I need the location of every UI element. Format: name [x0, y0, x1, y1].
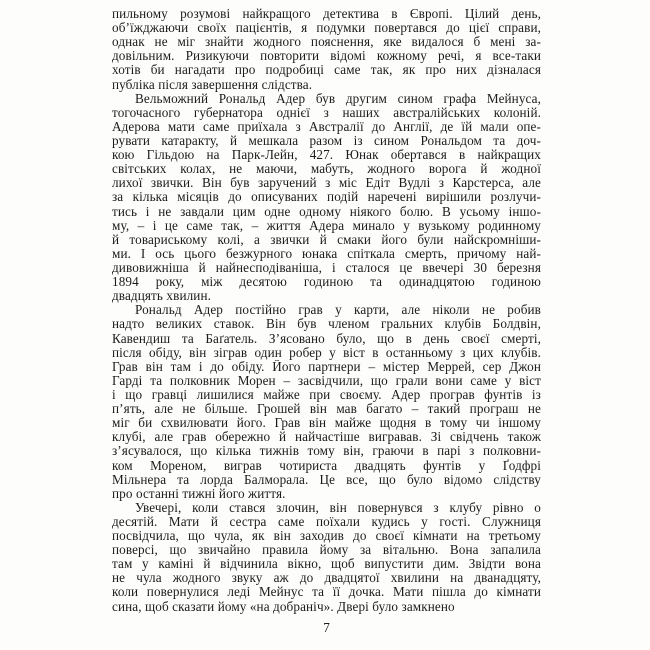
text-line: за кілька місяців до описуваних подій наречені вирішили розлучи- [112, 190, 541, 205]
text-line: ком Мореном, виграв чотириста двадцять фунтів у Ґодфрі [112, 458, 541, 473]
text-line: поверсі, що звичайно правила йому за вітальню. Вона запалила [112, 543, 541, 558]
text-line: ми. І ось цього безжурного юнака спіткала смерть, причому най- [112, 246, 541, 261]
text-line: двадцять хвилин. [112, 289, 211, 304]
text-line: клубі, але грав обережно й найчастіше вигравав. Зі свідчень також [112, 430, 541, 445]
text-line: з’ясувалося, що кілька тижнів тому він, граючи в парі з полковни- [112, 444, 541, 459]
text-line: коли повернулися леді Мейнус та її дочка. Мати пішла до кімнати [112, 585, 541, 600]
text-line: тогочасного губернатора однієї з наших австралійських колоній. [112, 105, 541, 120]
paragraph [112, 501, 541, 614]
text-line: після обіду, він зіграв один робер у віст в останньому з цих клубів. [112, 345, 541, 360]
paragraph [112, 92, 541, 304]
text-line: довільним. Ризикуючи повторити відомі кожному речі, я все-таки [112, 49, 541, 64]
text-line: му, – і це саме так, – життя Адера минало у вузькому родинному [112, 218, 541, 233]
text-line: десятій. Мати й сестра саме поїхали кудись у гості. Служниця [112, 514, 541, 529]
text-line: рувати катаракту, й мешкала разом із сином Рональдом та доч- [112, 133, 541, 148]
text-line: не чула жодного звуку аж до двадцятої хвилини на дванадцяту, [112, 571, 541, 586]
text-line: 1894 року, між десятою годиною та одинадцятою годиною [112, 275, 541, 290]
text-line: Грав він там і до обіду. Його партнери – містер Меррей, сер Джон [112, 359, 541, 374]
text-line: Вельможний Рональд Адер був другим сином графа Мейнуса, [135, 91, 541, 106]
text-line: і що гравці лишилися майже при своєму. Адер програв фунтів із [112, 387, 541, 402]
text-line: Кавендиш та Баґатель. З’ясовано було, що в день своєї смерті, [112, 331, 541, 346]
paragraph [112, 303, 541, 501]
text-line: п’ять, але не більше. Грошей він мав багато – такий програш не [112, 402, 541, 417]
text-line: сина, щоб сказати йому «на добраніч». Двері було замкнено [112, 599, 455, 614]
text-line: публіка після завершення слідства. [112, 77, 313, 92]
text-line: кою Гільдою на Парк-Лейн, 427. Юнак обертався в найкращих [112, 148, 541, 163]
text-line: тись і не завдали цим одне одному ніякого болю. В усьому іншо- [112, 204, 541, 219]
text-line: Увечері, коли стався злочин, він повернувся з клубу рівно о [135, 500, 541, 515]
text-line: Рональд Адер постійно грав у карти, але ніколи не робив [135, 303, 541, 318]
text-line: посвідчила, що чула, як він заходив до своєї кімнати на третьому [112, 529, 541, 544]
text-line: однак не міг знайти жодного пояснення, яке видалося б мені за- [112, 35, 541, 50]
text-line: Адерова мати саме приїхала з Австралії до Англії, де їй мали опе- [112, 119, 541, 134]
text-line: там у каміні й відчинила вікно, щоб випустити дим. Звідти вона [112, 557, 541, 572]
text-line: Гарді та полковник Морен – засвідчили, що грали вони саме у віст [112, 373, 541, 388]
text-line: хотів би нагадати про подробиці саме так, як про них дізналася [112, 63, 541, 78]
text-line: міг би схвилювати його. Грав він майже щодня в тому чи іншому [112, 416, 541, 431]
text-line: пильному розумові найкращого детектива в Європі. Цілий день, [112, 7, 541, 21]
text-line: світських колах, не маючи, мабуть, жодного ворога й жодної [112, 162, 541, 177]
text-line: дивовижніша й найнесподіваніша, і сталося це ввечері 30 березня [112, 260, 541, 275]
text-line: Мільнера та лорда Балморала. Це все, що було відомо слідству [112, 472, 541, 487]
text-line: надто великих ставок. Він був членом гральних клубів Болдвін, [112, 317, 541, 332]
text-line: про останні тижні його життя. [112, 486, 286, 501]
page-number: 7 [323, 620, 330, 635]
text-block [112, 7, 541, 614]
text-line: лихої звички. Він був заручений з міс Едіт Вудлі з Карстерса, але [112, 176, 541, 191]
paragraph [112, 7, 541, 92]
text-line: об’їжджаючи своїх пацієнтів, я подумки повертався до цієї справи, [112, 21, 541, 36]
text-line: й товариському колі, а звички й смаки його були найскромніши- [112, 232, 541, 247]
